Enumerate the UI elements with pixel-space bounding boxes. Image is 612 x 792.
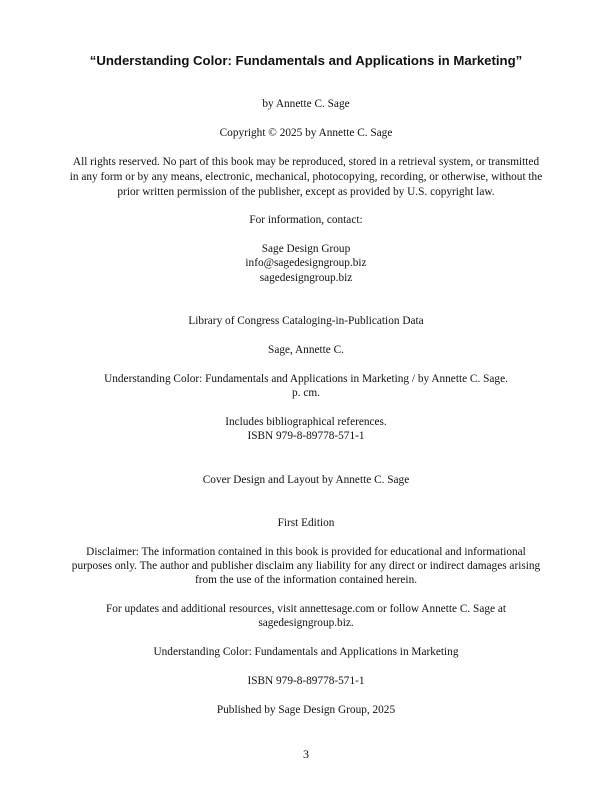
isbn-line: ISBN 979-8-89778-571-1 xyxy=(247,675,365,687)
rights-line-2: in any form or by any means, electronic, mechanical, photocopying, recording, or otherwise, without the xyxy=(69,171,543,183)
cip-title-line: Understanding Color: Fundamentals and Applications in Marketing / by Annette C. Sage. xyxy=(104,373,508,385)
updates-line-2: sagedesigngroup.biz. xyxy=(258,617,354,629)
book-title-repeat: Understanding Color: Fundamentals and Applications in Marketing xyxy=(153,646,459,658)
contact-website: sagedesigngroup.biz xyxy=(259,272,353,284)
page-number: 3 xyxy=(303,747,309,761)
copyright-notice: Copyright © 2025 by Annette C. Sage xyxy=(219,127,393,139)
disclaimer-line-2: purposes only. The author and publisher disclaim any liability for any direct or indirect damages arising xyxy=(71,560,541,572)
byline: by Annette C. Sage xyxy=(262,98,350,110)
disclaimer-line-3: from the use of the information contained herein. xyxy=(194,574,418,586)
publisher-line: Published by Sage Design Group, 2025 xyxy=(216,704,396,716)
book-title-heading: “Understanding Color: Fundamentals and Applications in Marketing” xyxy=(89,53,523,68)
disclaimer-line-1: Disclaimer: The information contained in this book is provided for educational and informational xyxy=(86,546,526,558)
contact-intro: For information, contact: xyxy=(249,214,363,226)
contact-company: Sage Design Group xyxy=(261,243,351,255)
cip-author: Sage, Annette C. xyxy=(268,344,344,356)
cip-references: Includes bibliographical references. xyxy=(225,416,387,428)
rights-line-1: All rights reserved. No part of this book may be reproduced, stored in a retrieval system, or transmitted xyxy=(72,156,540,168)
edition: First Edition xyxy=(277,517,335,529)
updates-line-1: For updates and additional resources, visit annettesage.com or follow Annette C. Sage at xyxy=(106,603,506,615)
contact-email: info@sagedesigngroup.biz xyxy=(245,257,367,269)
cip-pages: p. cm. xyxy=(292,387,320,399)
cip-heading: Library of Congress Cataloging-in-Publication Data xyxy=(188,315,424,327)
cip-isbn: ISBN 979-8-89778-571-1 xyxy=(247,430,365,442)
rights-line-3: prior written permission of the publisher, except as provided by U.S. copyright law. xyxy=(117,186,495,198)
cover-credit: Cover Design and Layout by Annette C. Sage xyxy=(202,474,410,486)
